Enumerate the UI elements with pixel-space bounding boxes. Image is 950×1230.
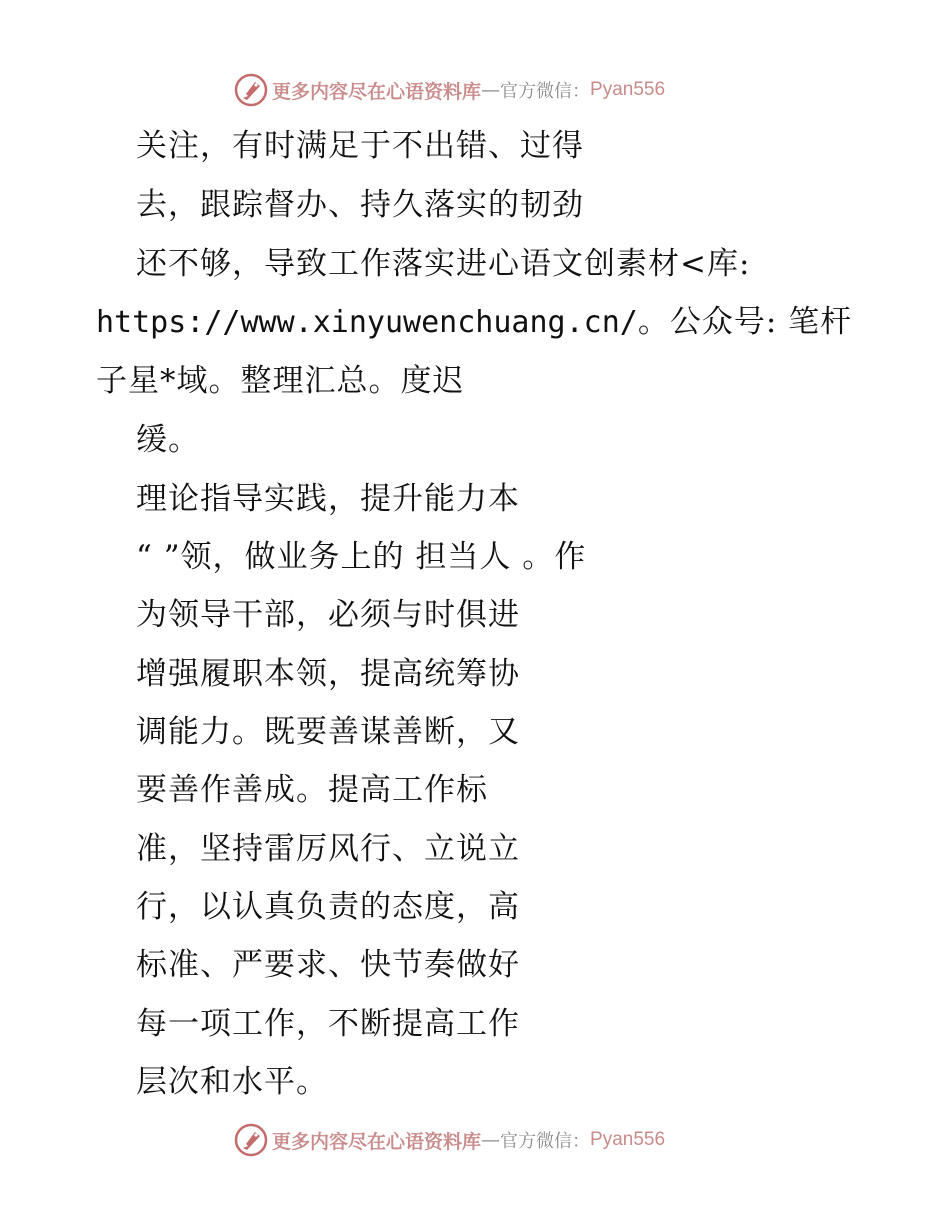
banner-title: 更多内容尽在心语资料库 [272,1130,482,1153]
footer-banner [0,1120,950,1160]
banner-title: 更多内容尽在心语资料库 [272,80,482,103]
source-url: https://www.xinyuwenchuang.cn/ [96,305,638,340]
body-line: 层次和水平。 [136,1064,328,1100]
footer-banner-content [234,1120,665,1160]
banner-wechat-label: 官方微信： [500,1131,591,1152]
body-line: 增强履职本领，提高统筹协 [136,656,520,692]
body-line: 标准、严要求、快节奏做好 [136,947,520,983]
banner-wechat-id: Pyan556 [590,1129,666,1150]
body-line: 缓。 [136,422,200,458]
banner-wechat-label: 官方微信： [500,81,591,102]
body-line: “ ”领，做业务上的 担当人 。作 [136,539,587,575]
body-line-url [96,302,852,342]
body-line: 行，以认真负责的态度，高 [136,889,520,925]
body-line: 关注，有时满足于不出错、过得 [136,128,584,164]
body-line: 去，跟踪督办、持久落实的韧劲 [136,187,584,223]
body-line: 调能力。既要善谋善断，又 [136,714,520,750]
body-line: 准，坚持雷厉风行、立说立 [136,831,520,867]
banner-separator: — [481,79,501,101]
body-line-fragment: 。公众号: 笔杆 [637,304,853,340]
body-line: 要善作善成。提高工作标 [136,772,488,808]
pen-nib-logo-icon [234,1123,268,1157]
body-line: 为领导干部，必须与时俱进 [136,597,520,633]
banner-wechat-id: Pyan556 [590,79,666,100]
banner-separator: — [481,1129,501,1151]
body-line: 每一项工作，不断提高工作 [136,1006,520,1042]
body-line: 理论指导实践，提升能力本 [136,481,520,517]
body-line: 子星*域。整理汇总。度迟 [96,363,465,399]
body-line: 还不够，导致工作落实进心语文创素材<库: [136,246,751,282]
